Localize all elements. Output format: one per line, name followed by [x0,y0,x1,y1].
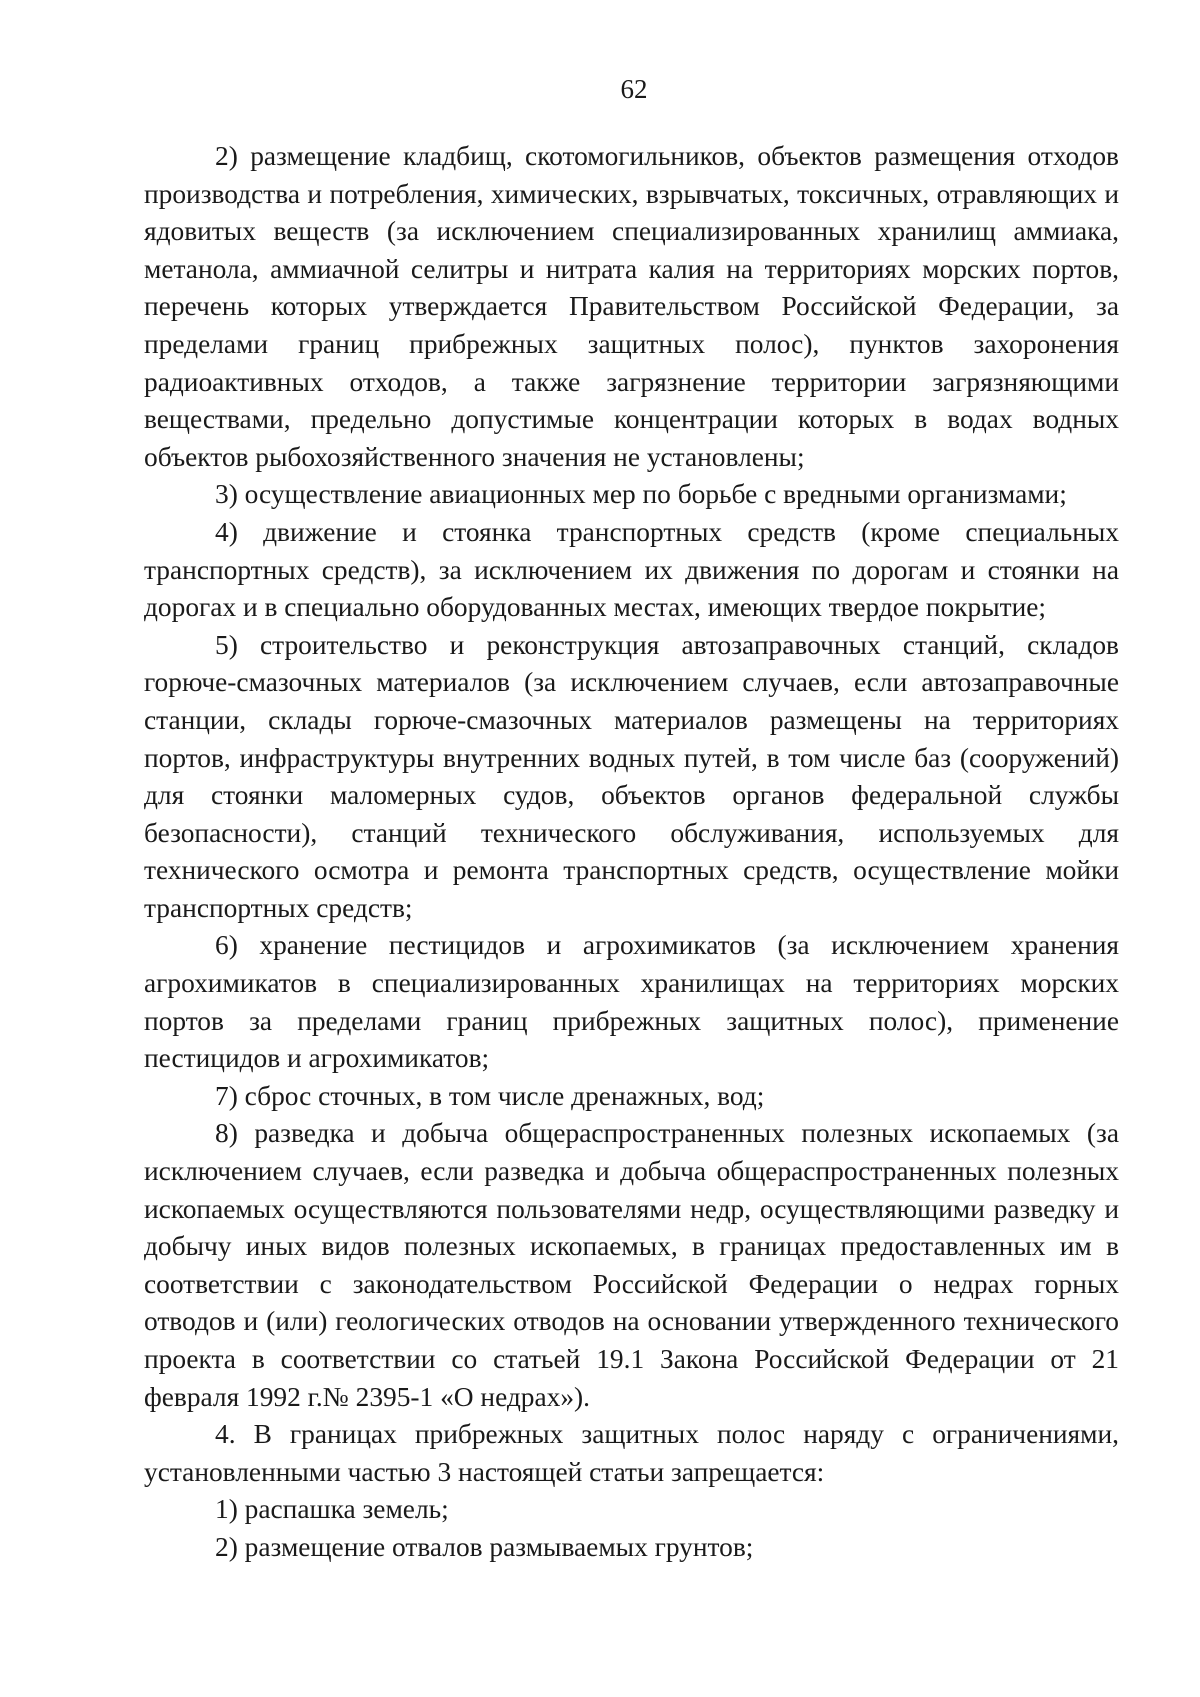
paragraph-item-2-cemeteries: 2) размещение кладбищ, скотомогильников, объектов размещения отходов производства и потребления, химических, взрывчатых, токсичных, отравляющих и ядовитых веществ (за исключением специализированных хранилищ аммиака, метанола, аммиачной селитры и нитрата калия на территориях морских портов, перечень которых утверждается Правительством Российской Федерации, за пределами границ прибрежных защитных полос), пунктов захоронения радиоактивных отходов, а также загрязнение территории загрязняющими веществами, предельно допустимые концентрации которых в водах водных объектов рыбохозяйственного значения не установлены; [144,141,1119,472]
paragraph-section-4-item-2: 2) размещение отвалов размываемых грунтов; [215,1531,754,1562]
paragraph-item-5-fuel-stations: 5) строительство и реконструкция автозаправочных станций, складов горюче-смазочных материалов (за исключением случаев, если автозаправочные станции, склады горюче-смазочных материалов размещены на территориях портов, инфраструктуры внутренних водных путей, в том числе баз (сооружений) для стоянки маломерных судов, объектов органов федеральной службы безопасности), станций технического обслуживания, используемых для технического осмотра и ремонта транспортных средств, осуществление мойки транспортных средств; [144,629,1119,923]
paragraph-item-8-mining: 8) разведка и добыча общераспространенных полезных ископаемых (за исключением случаев, если разведка и добыча общераспространенных полезных ископаемых осуществляются пользователями недр, осуществляющими разведку и добычу иных видов полезных ископаемых, в границах предоставленных им в соответствии с законодательством Российской Федерации о недрах горных отводов и (или) геологических отводов на основании утвержденного технического проекта в соответствии со статьей 19.1 Закона Российской Федерации от 21 февраля 1992 г.№ 2395-1 «О недрах»). [144,1118,1119,1412]
paragraph-section-4: 4. В границах прибрежных защитных полос наряду с ограничениями, установленными частью 3 настоящей статьи запрещается: [144,1419,1119,1487]
paragraph-item-6-pesticides: 6) хранение пестицидов и агрохимикатов (за исключением хранения агрохимикатов в специализированных хранилищах на территориях морских портов за пределами границ прибрежных защитных полос), применение пестицидов и агрохимикатов; [144,930,1119,1074]
paragraph-item-7-wastewater: 7) сброс сточных, в том числе дренажных, вод; [215,1080,765,1111]
paragraph-item-4-vehicles: 4) движение и стоянка транспортных средств (кроме специальных транспортных средств), за исключением их движения по дорогам и стоянки на дорогах и в специально оборудованных местах, имеющих твердое покрытие; [144,516,1119,623]
paragraph-section-4-item-1: 1) распашка земель; [215,1494,449,1525]
document-body [144,138,1119,1567]
page-number: 62 [620,74,648,104]
paragraph-item-3-aviation: 3) осуществление авиационных мер по борьбе с вредными организмами; [215,479,1067,510]
